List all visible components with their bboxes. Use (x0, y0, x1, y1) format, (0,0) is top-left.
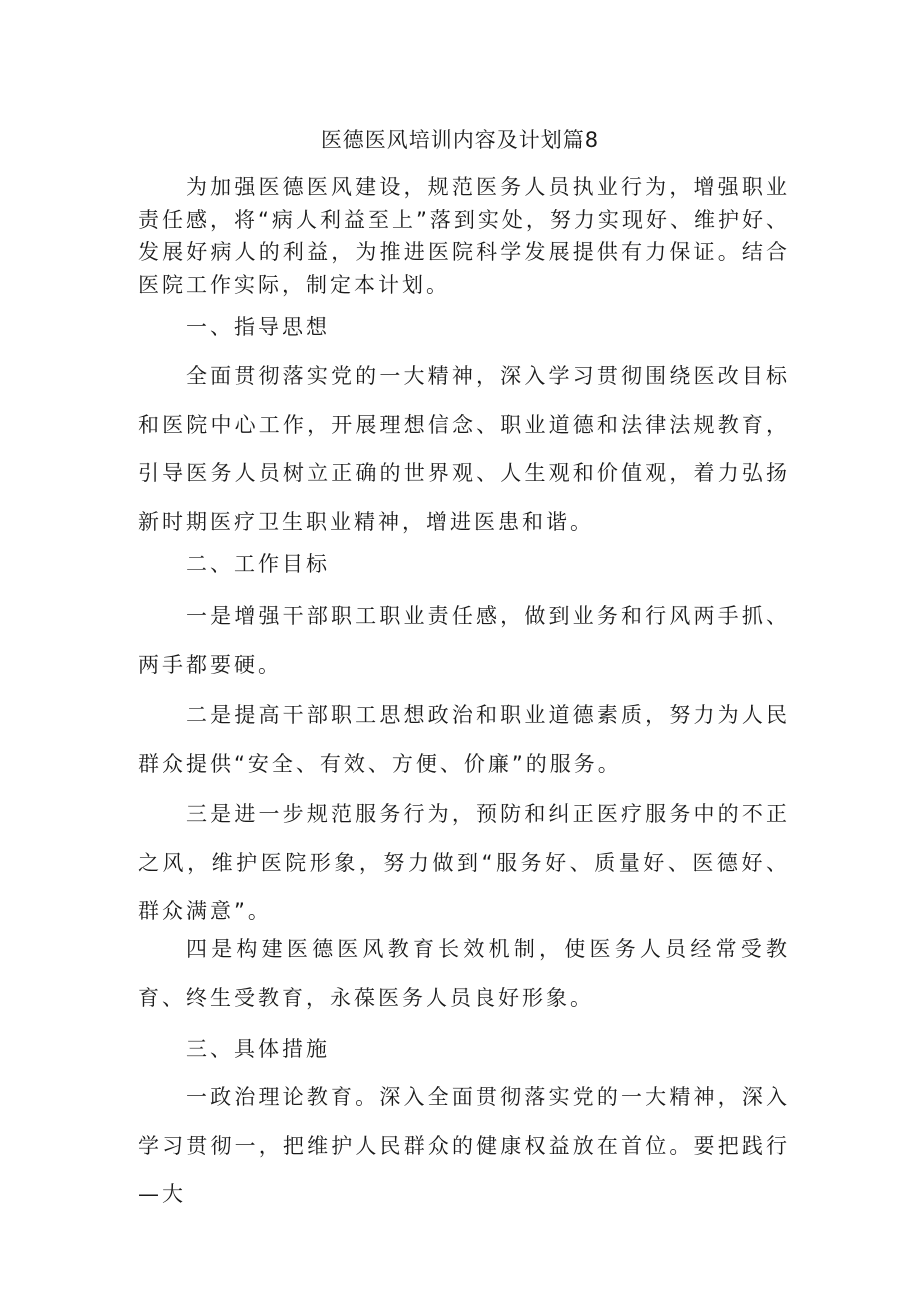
goal-one-paragraph: 一是增强干部职工职业责任感，做到业务和行风两手抓、两手都要硬。 (138, 604, 790, 677)
document-title: 医德医风培训内容及计划篇8 (320, 128, 600, 152)
intro-paragraph: 为加强医德医风建设，规范医务人员执业行为，增强职业责任感，将“病人利益至上”落到实处，努力实现好、维护好、发展好病人的利益，为推进医院科学发展提供有力保证。结合医院工作实际，制定本计划。 (138, 175, 790, 297)
goal-three-paragraph: 三是进一步规范服务行为，预防和纠正医疗服务中的不正之风，维护医院形象，努力做到“服务好、质量好、医德好、群众满意”。 (138, 802, 790, 923)
section-heading-work-goals: 二、工作目标 (186, 552, 330, 576)
section-heading-specific-measures: 三、具体措施 (186, 1037, 330, 1061)
goal-two-paragraph: 二是提高干部职工思想政治和职业道德素质，努力为人民群众提供“安全、有效、方便、价廉”的服务。 (138, 703, 790, 776)
measure-one-paragraph: 一政治理论教育。深入全面贯彻落实党的一大精神，深入学习贯彻一，把维护人民群众的健康权益放在首位。要把践行—大 (138, 1085, 790, 1206)
goal-four-paragraph: 四是构建医德医风教育长效机制，使医务人员经常受教育、终生受教育，永葆医务人员良好形象。 (138, 937, 790, 1010)
section-heading-guiding-ideology: 一、指导思想 (186, 315, 330, 339)
guiding-ideology-paragraph: 全面贯彻落实党的一大精神，深入学习贯彻围绕医改目标和医院中心工作，开展理想信念、职业道德和法律法规教育，引导医务人员树立正确的世界观、人生观和价值观，着力弘扬新时期医疗卫生职业精神，增进医患和谐。 (138, 364, 790, 534)
